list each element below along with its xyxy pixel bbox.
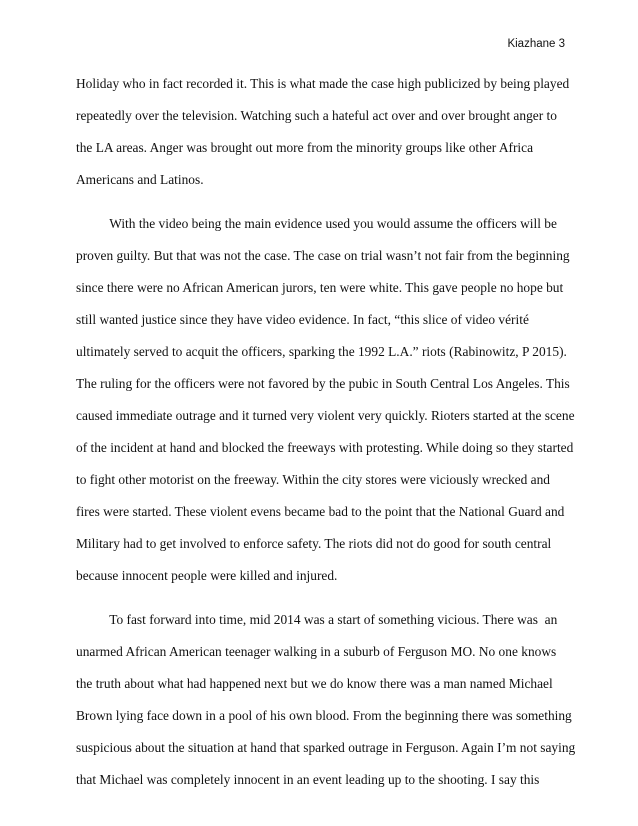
text-line: fires were started. These violent evens became bad to the point that the National Guard and [76,504,565,519]
text-line: of the incident at hand and blocked the freeways with protesting. While doing so they started [76,440,574,455]
paragraph-gap [76,592,572,604]
text-line: Americans and Latinos. [76,172,204,187]
text-line: To fast forward into time, mid 2014 was a start of something vicious. There was an [76,612,558,627]
text-line: Brown lying face down in a pool of his own blood. From the beginning there was something [76,708,572,723]
text-line: suspicious about the situation at hand that sparked outrage in Ferguson. Again I’m not saying [76,740,576,755]
text-line: the LA areas. Anger was brought out more from the minority groups like other Africa [76,140,534,155]
text-line: With the video being the main evidence used you would assume the officers will be [76,216,557,231]
text-line: still wanted justice since they have video evidence. In fact, “this slice of video vérité [76,312,529,327]
text-line: The ruling for the officers were not favored by the pubic in South Central Los Angeles. This [76,376,570,391]
text-line: Military had to get involved to enforce safety. The riots did not do good for south central [76,536,552,551]
paragraph-gap [76,196,572,208]
text-line: ultimately served to acquit the officers, sparking the 1992 L.A.” riots (Rabinowitz, P 2015). [76,344,567,359]
text-line: caused immediate outrage and it turned very violent very quickly. Rioters started at the scene [76,408,575,423]
paragraph-3 [76,604,576,796]
text-line: repeatedly over the television. Watching such a hateful act over and over brought anger to [76,108,557,123]
text-line: to fight other motorist on the freeway. Within the city stores were viciously wrecked and [76,472,550,487]
text-line: the truth about what had happened next but we do know there was a man named Michael [76,676,553,691]
text-line: unarmed African American teenager walking in a suburb of Ferguson MO. No one knows [76,644,557,659]
paragraph-1 [76,68,572,196]
text-line: since there were no African American jurors, ten were white. This gave people no hope but [76,280,564,295]
text-line: that Michael was completely innocent in an event leading up to the shooting. I say this [76,772,540,787]
text-line: because innocent people were killed and injured. [76,568,338,583]
body-text [76,68,576,796]
text-line: Holiday who in fact recorded it. This is what made the case high publicized by being played [76,76,570,91]
paragraph-2 [76,208,575,592]
running-head: Kiazhane 3 [507,38,565,50]
text-line: proven guilty. But that was not the case. The case on trial wasn’t not fair from the beginning [76,248,570,263]
